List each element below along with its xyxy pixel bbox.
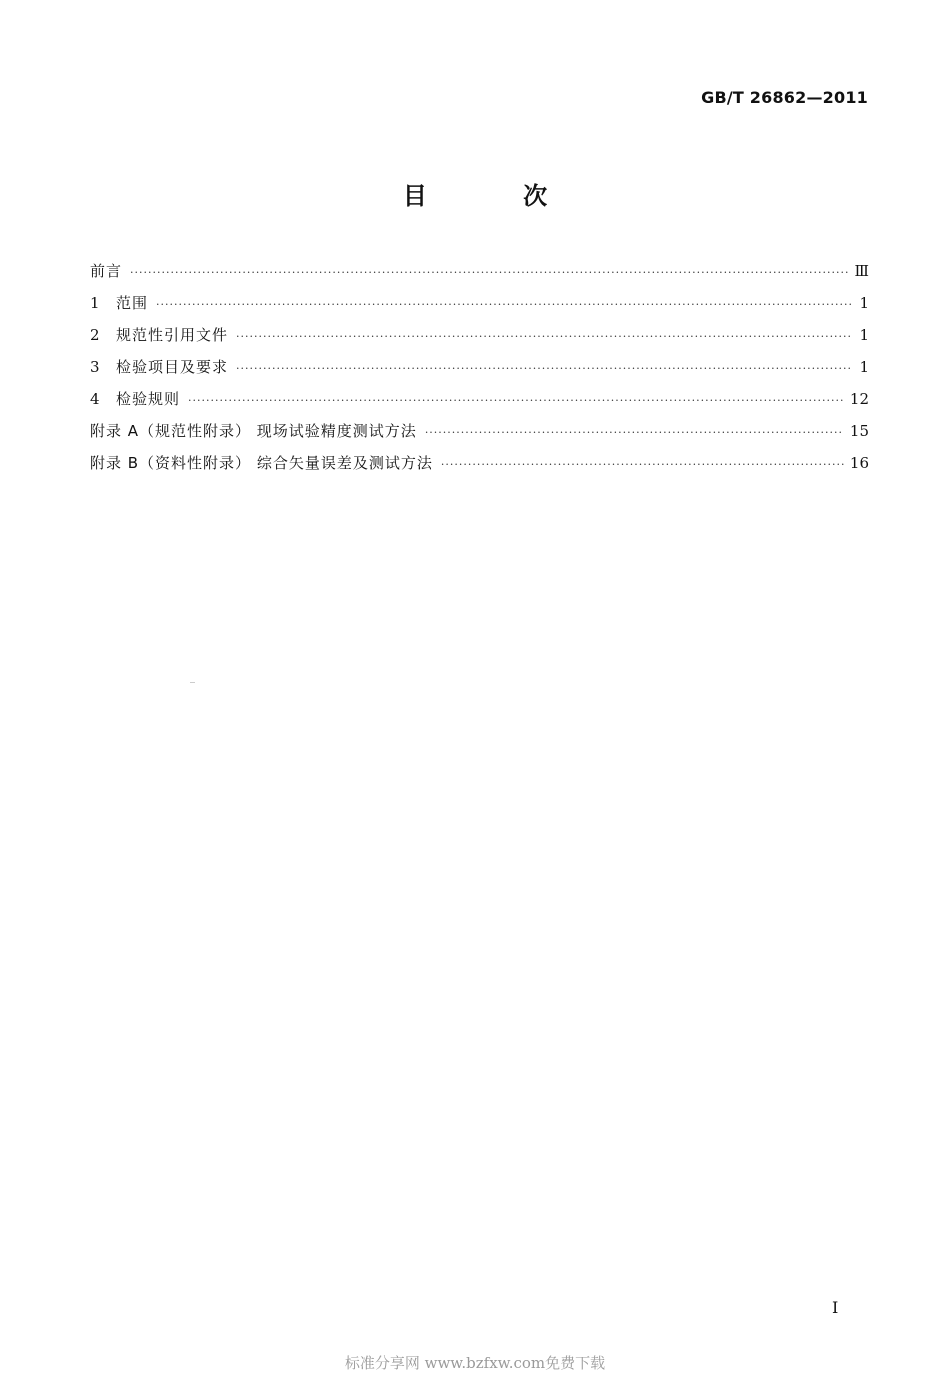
toc-entry-page: 15 [849, 422, 869, 440]
toc-entry-appendix-a[interactable] [90, 420, 869, 452]
toc-entry-normative-references[interactable] [90, 324, 869, 356]
toc-leader-dots [441, 458, 844, 471]
watermark: 标准分享网 www.bzfxw.com免费下载 [344, 1354, 606, 1372]
toc-entry-appendix-b[interactable] [90, 452, 869, 484]
scan-speck [190, 682, 195, 683]
toc-entry-label: 附录 B（资料性附录） 综合矢量误差及测试方法 [90, 454, 433, 472]
toc-entry-label: 规范性引用文件 [116, 326, 229, 344]
page-number: I [832, 1298, 839, 1317]
toc-leader-dots [425, 426, 844, 439]
toc-leader-dots [236, 362, 851, 375]
toc-title: 目 次 [402, 182, 592, 210]
toc-entry-label: 范围 [116, 294, 149, 312]
toc-entry-number: 4 [90, 390, 100, 408]
toc-entry-label: 前言 [90, 262, 123, 280]
toc-entry-number: 1 [90, 294, 100, 312]
toc-entry-number: 2 [90, 326, 100, 344]
toc-entry-inspection-rules[interactable] [90, 388, 869, 420]
table-of-contents [90, 260, 869, 484]
toc-entry-foreword[interactable] [90, 260, 869, 292]
toc-entry-inspection-items[interactable] [90, 356, 869, 388]
toc-entry-page: 16 [849, 454, 869, 472]
toc-leader-dots [156, 298, 851, 311]
toc-entry-page: 1 [859, 294, 869, 312]
toc-entry-page: 1 [859, 358, 869, 376]
toc-entry-page: 1 [859, 326, 869, 344]
toc-entry-label: 附录 A（规范性附录） 现场试验精度测试方法 [90, 422, 417, 440]
toc-leader-dots [188, 394, 844, 407]
toc-entry-number: 3 [90, 358, 100, 376]
toc-entry-label: 检验项目及要求 [116, 358, 229, 376]
toc-entry-page: Ⅲ [854, 262, 869, 280]
toc-entry-scope[interactable] [90, 292, 869, 324]
toc-leader-dots [130, 266, 849, 279]
standard-code: GB/T 26862—2011 [701, 88, 868, 107]
toc-entry-label: 检验规则 [116, 390, 181, 408]
toc-leader-dots [236, 330, 851, 343]
toc-entry-page: 12 [849, 390, 869, 408]
